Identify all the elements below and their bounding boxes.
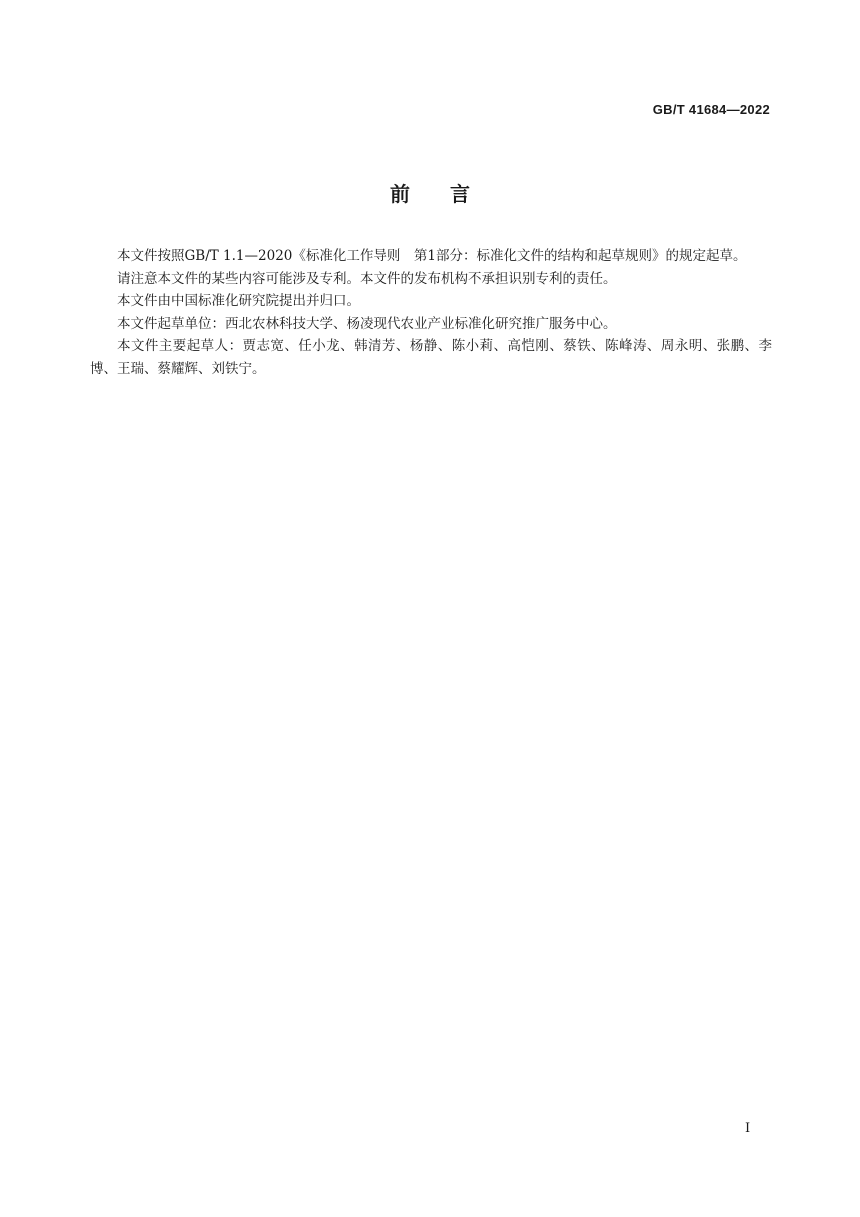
paragraph-proposer: 本文件由中国标准化研究院提出并归口。 bbox=[117, 293, 360, 309]
paragraph-drafting-units: 本文件起草单位：西北农林科技大学、杨凌现代农业产业标准化研究推广服务中心。 bbox=[117, 315, 617, 332]
page-number: I bbox=[745, 1121, 751, 1136]
foreword-body bbox=[90, 245, 772, 380]
paragraph-drafting-basis: 本文件按照GB/T 1.1—2020《标准化工作导则 第1部分：标准化文件的结构和起草规则》的规定起草。 bbox=[117, 248, 747, 264]
paragraph-patent-notice: 请注意本文件的某些内容可能涉及专利。本文件的发布机构不承担识别专利的责任。 bbox=[117, 270, 617, 287]
page-title: 前言 bbox=[390, 182, 510, 206]
document-code: GB/T 41684—2022 bbox=[652, 102, 770, 117]
paragraph-drafters: 本文件主要起草人：贾志宽、任小龙、韩清芳、杨静、陈小莉、高恺刚、蔡铁、陈峰涛、周永明、张鹏、李博、王瑞、蔡耀辉、刘铁宁。 bbox=[90, 338, 772, 377]
